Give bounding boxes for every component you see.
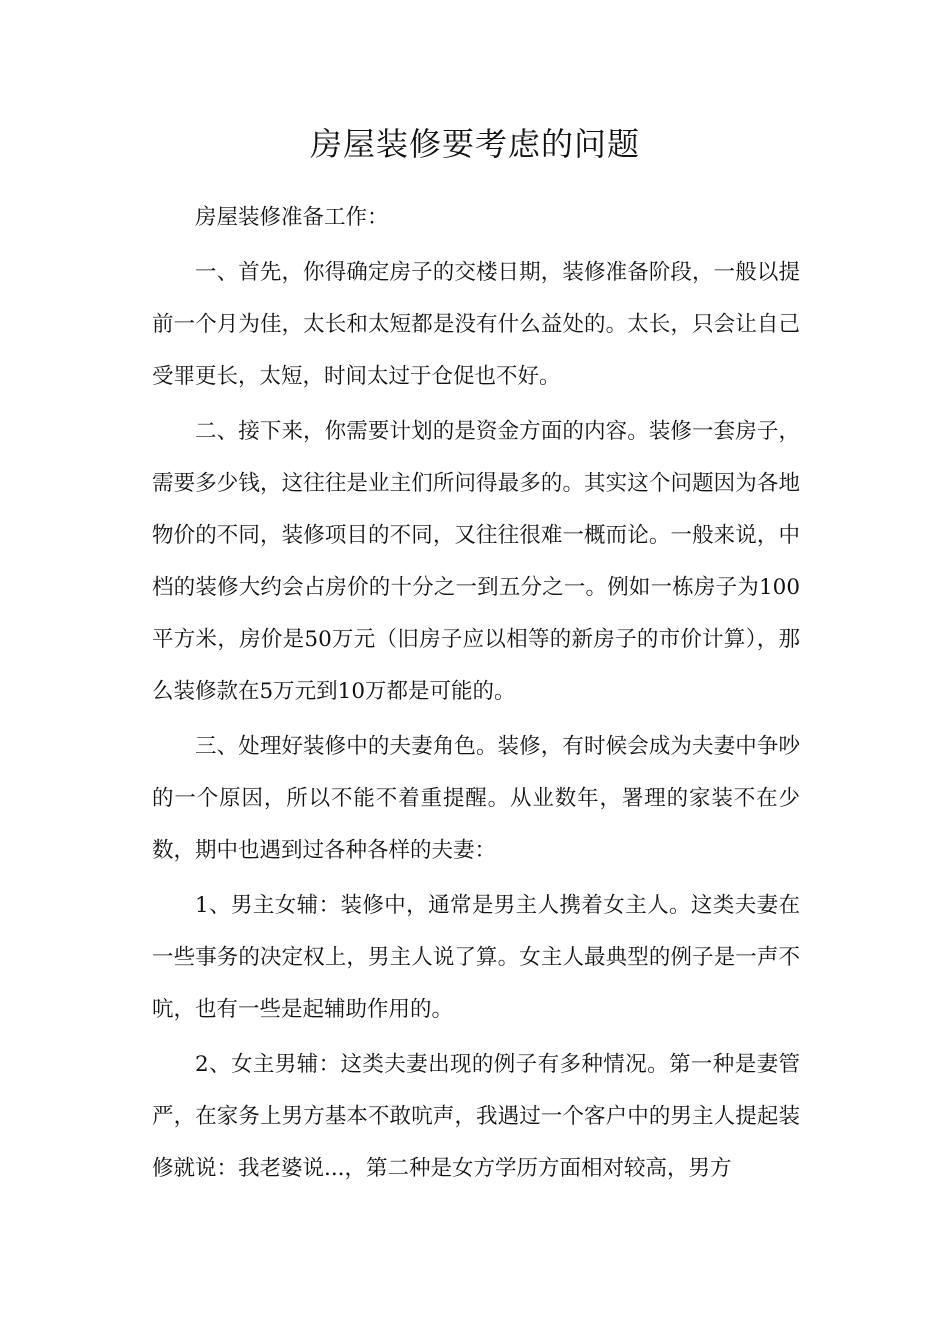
document-body [152, 192, 800, 1198]
document-title: 房屋装修要考虑的问题 [309, 125, 640, 163]
paragraph-item-1: 1、男主女辅：装修中，通常是男主人携着女主人。这类夫妻在一些事务的决定权上，男主人说了算。女主人最典型的例子是一声不吭，也有一些是起辅助作用的。 [152, 893, 800, 1022]
paragraph-step-1: 一、首先，你得确定房子的交楼日期，装修准备阶段，一般以提前一个月为佳，太长和太短都是没有什么益处的。太长，只会让自己受罪更长，太短，时间太过于仓促也不好。 [152, 260, 800, 389]
paragraph-item-2: 2、女主男辅：这类夫妻出现的例子有多种情况。第一种是妻管严，在家务上男方基本不敢吭声，我遇过一个客户中的男主人提起装修就说：我老婆说...，第二种是女方学历方面相对较高，男方 [152, 1052, 800, 1181]
paragraph-step-2: 二、接下来，你需要计划的是资金方面的内容。装修一套房子，需要多少钱，这往往是业主们所问得最多的。其实这个问题因为各地物价的不同，装修项目的不同，又往往很难一概而论。一般来说，中档的装修大约会占房价的十分之一到五分之一。例如一栋房子为100平方米，房价是50万元（旧房子应以相等的新房子的市价计算），那么装修款在5万元到10万都是可能的。 [152, 419, 800, 704]
paragraph-step-3: 三、处理好装修中的夫妻角色。装修，有时候会成为夫妻中争吵的一个原因，所以不能不着重提醒。从业数年，署理的家装不在少数，期中也遇到过各种各样的夫妻： [152, 734, 800, 863]
paragraph-intro: 房屋装修准备工作： [195, 205, 389, 230]
